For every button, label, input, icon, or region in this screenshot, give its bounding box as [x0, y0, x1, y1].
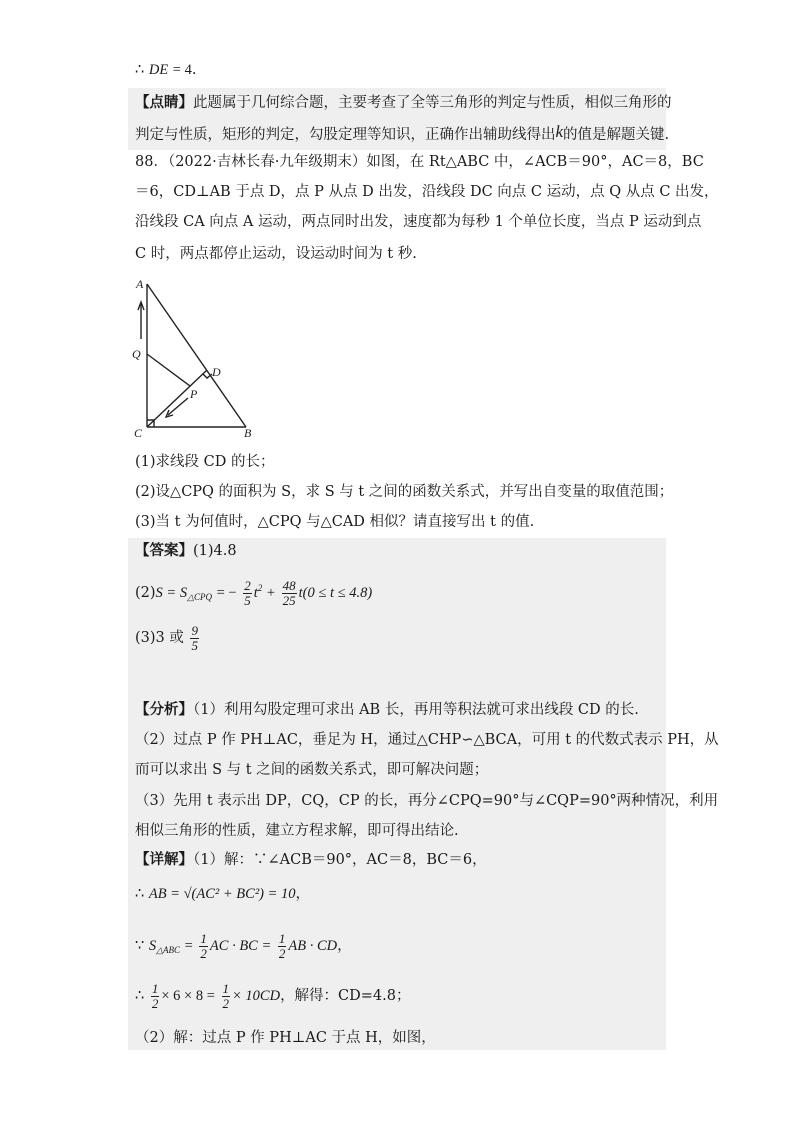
area-s: S [148, 938, 157, 954]
side-ab [147, 284, 246, 427]
detail-line-2 [135, 884, 310, 904]
question-3: (3)当 t 为何值时，△CPQ 与△CAD 相似？请直接写出 t 的值. [135, 514, 535, 530]
label-p: P [190, 387, 198, 401]
answer-2-t: t [253, 585, 258, 601]
ab-formula: AB = √(AC² + BC²) = 10 [148, 886, 296, 902]
comma: ， [337, 938, 352, 954]
analysis-tag: 【分析】 [135, 701, 193, 718]
question-1: (1)求线段 CD 的长； [135, 454, 275, 470]
detail-text-1: （1）解：∵∠ACB＝90°，AC＝8，BC＝6， [193, 852, 487, 868]
area-subscript: △ABC [156, 945, 181, 955]
answer-2-plus: + [266, 585, 276, 601]
therefore-symbol: ∴ [135, 988, 145, 1004]
de-value: = 4 [172, 62, 192, 78]
problem-line-4: C 时，两点都停止运动，设运动时间为 t 秒. [135, 246, 417, 262]
comment-text-2a: 判定与性质，矩形的判定，勾股定理等知识，正确作出辅助线得出 [135, 127, 556, 143]
because-symbol: ∵ [135, 938, 145, 954]
problem-line-2: ＝6，CD⊥AB 于点 D，点 P 从点 D 出发，沿线段 DC 向点 C 运动，点 Q 从点 C 出发， [135, 184, 719, 200]
answer-line-1 [135, 541, 237, 561]
frac-den: 2 [200, 945, 207, 961]
detail-line-5: （2）解：过点 P 作 PH⊥AC 于点 H，如图， [135, 1030, 436, 1046]
answer-2-domain: t(0 ≤ t ≤ 4.8) [298, 585, 373, 601]
frac-num: 1 [222, 980, 229, 996]
comment-text-2b: 的值是解题关键. [563, 127, 670, 143]
answer-1: (1)4.8 [193, 543, 237, 559]
area-end: AB · CD [288, 938, 338, 954]
frac-num: 1 [151, 980, 159, 996]
answer-3-prefix: (3)3 或 [135, 630, 184, 646]
half-fraction-3 [151, 982, 160, 1011]
answer-line-3 [135, 622, 201, 654]
analysis-line-3: 而可以求出 S 与 t 之间的函数关系式，即可解决问题； [135, 762, 489, 778]
answer-line-2 [135, 572, 372, 613]
analysis-line-5: 相似三角形的性质，建立方程求解，即可得出结论. [135, 823, 459, 839]
label-q: Q [132, 347, 141, 361]
label-b: B [244, 426, 252, 440]
answer-2-lhs: S = S [155, 585, 188, 601]
detail-tag: 【详解】 [135, 851, 193, 868]
de-expression: DE [148, 62, 169, 78]
answer-tag: 【答案】 [135, 542, 193, 559]
de-result-line [135, 60, 196, 80]
arrow-p-shaft [168, 398, 188, 415]
comment-text-1: 此题属于几何综合题，主要考查了全等三角形的判定与性质，相似三角形的 [193, 95, 672, 111]
equation-end: × 10CD [232, 988, 281, 1004]
analysis-line-4: （3）先用 t 表示出 DP，CQ，CP 的长，再分∠CPQ=90°与∠CQP=90°两种情况，利用 [135, 793, 719, 809]
question-2: (2)设△CPQ 的面积为 S，求 S 与 t 之间的函数关系式，并写出自变量的取值范围； [135, 484, 674, 500]
answer-3-fraction [190, 624, 199, 653]
answer-2-subscript: △CPQ [187, 592, 213, 602]
k-variable: k [555, 122, 564, 141]
comment-line-1 [135, 93, 672, 113]
equals: = [184, 938, 193, 954]
problem-line-1: 88．（2022·吉林长春·九年级期末）如图，在 Rt△ABC 中，∠ACB＝90°，AC＝8，BC [135, 154, 704, 170]
frac-den: 2 [151, 995, 159, 1011]
de-period: . [191, 62, 197, 78]
analysis-text-1: （1）利用勾股定理可求出 AB 长，再用等积法就可求出线段 CD 的长. [193, 702, 639, 718]
frac-den: 5 [244, 592, 251, 608]
answer-2-prefix: (2) [135, 585, 156, 601]
answer-2-square: 2 [257, 583, 263, 593]
label-c: C [134, 426, 143, 440]
comment-line-2 [135, 122, 669, 145]
frac-num: 1 [278, 930, 286, 946]
solution-text: ，解得：CD=4.8； [280, 988, 411, 1004]
answer-2-eq: = − [216, 585, 237, 601]
frac-num: 2 [244, 577, 251, 593]
comma: ， [295, 886, 311, 902]
answer-2-fraction-2 [282, 579, 297, 608]
comment-tag: 【点睛】 [135, 94, 193, 111]
half-fraction-4 [222, 982, 231, 1011]
frac-num: 9 [191, 622, 198, 638]
analysis-line-1 [135, 700, 639, 720]
detail-line-4 [135, 980, 411, 1012]
triangle-figure [128, 274, 268, 440]
detail-line-1 [135, 850, 487, 870]
analysis-line-2: （2）过点 P 作 PH⊥AC，垂足为 H，通过△CHP∽△BCA，可用 t 的代数式表示 PH，从 [135, 732, 719, 748]
equation-mid: × 6 × 8 = [161, 988, 215, 1004]
half-fraction-2 [278, 932, 287, 961]
frac-den: 2 [278, 945, 286, 961]
therefore-symbol: ∴ [135, 886, 145, 902]
segment-cd [147, 370, 207, 427]
label-d: D [212, 365, 221, 379]
frac-num: 48 [282, 577, 296, 593]
problem-line-3: 沿线段 CA 向点 A 运动，两点同时出发，速度都为每秒 1 个单位长度，当点 P 运动到点 [135, 214, 702, 230]
frac-num: 1 [200, 930, 207, 946]
frac-den: 5 [191, 637, 198, 653]
answer-2-fraction-1 [243, 579, 252, 608]
therefore-symbol: ∴ [135, 62, 145, 78]
label-a: A [136, 277, 144, 291]
segment-qp [147, 354, 190, 386]
half-fraction-1 [199, 932, 208, 961]
frac-den: 2 [222, 995, 229, 1011]
detail-line-3 [135, 930, 352, 966]
frac-den: 25 [282, 592, 296, 608]
area-mid: AC · BC = [209, 938, 272, 954]
